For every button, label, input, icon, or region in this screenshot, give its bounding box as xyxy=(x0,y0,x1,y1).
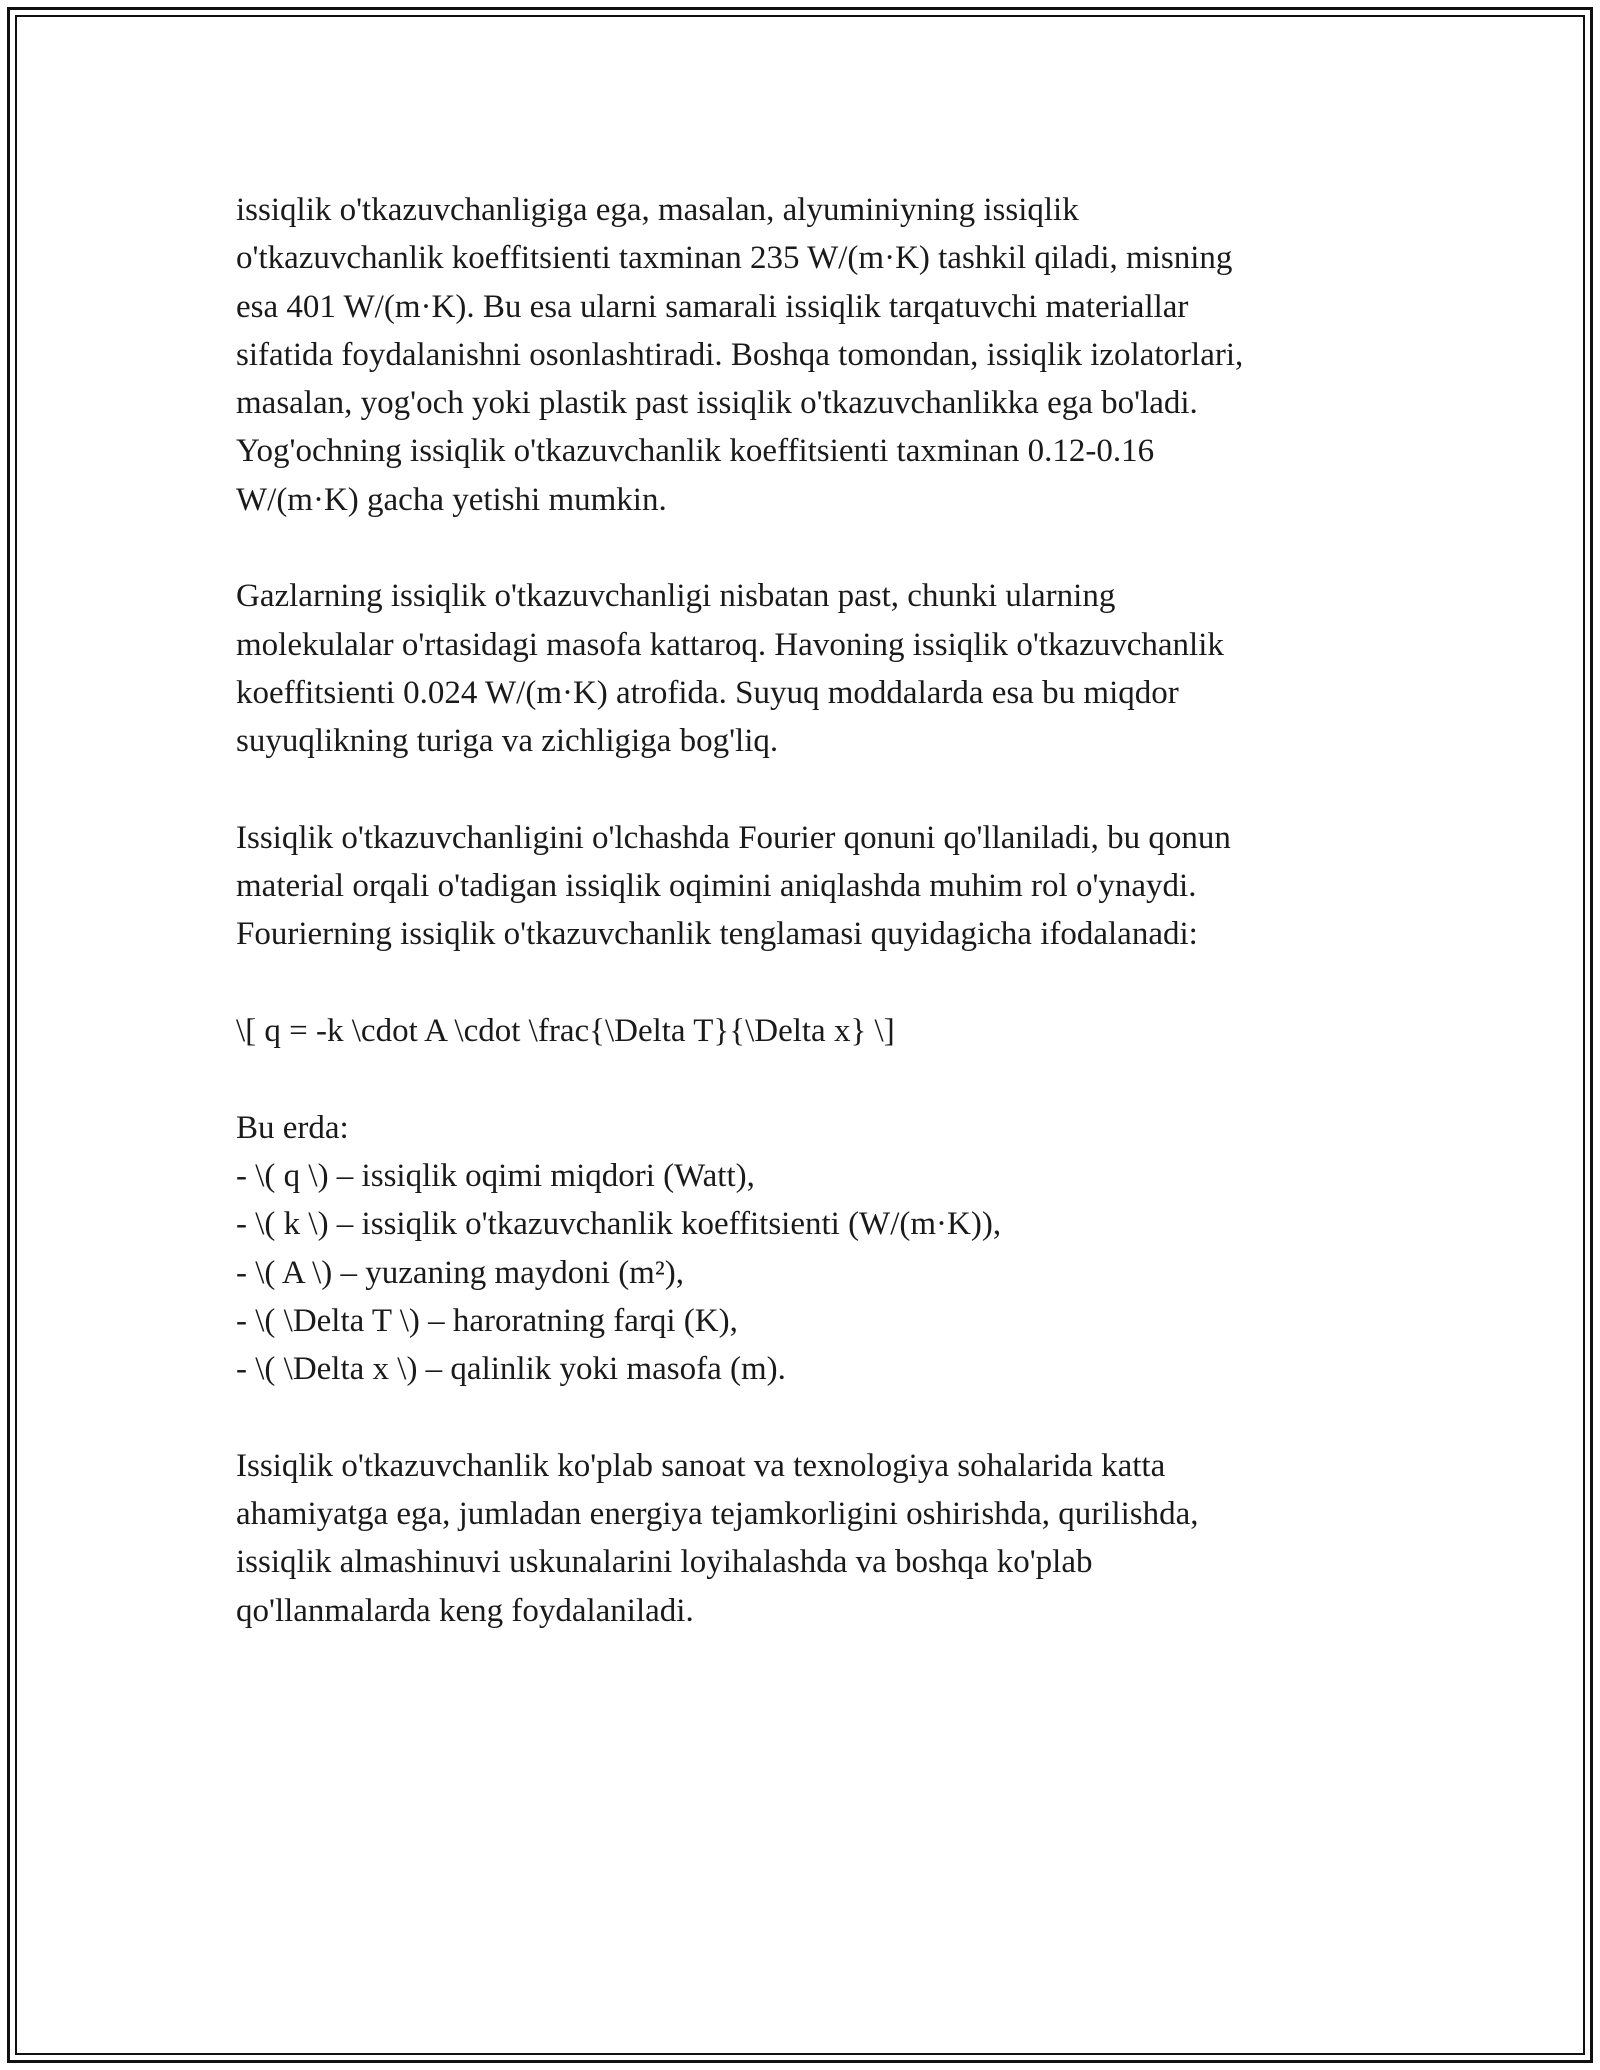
list-item: - \( A \) – yuzaning maydoni (m²), xyxy=(236,1254,684,1291)
paragraph-gases-liquids: Gazlarning issiqlik o'tkazuvchanligi nisbatan past, chunki ularning molekulalar o'rtasidagi masofa kattaroq. Havoning issiqlik o'tkazuvchanlik koeffitsienti 0.024 W/(m·K) atrofida. Suyuq moddalarda esa bu miqdor suyuqlikning turiga va zichligiga bog'liq. xyxy=(236,578,1224,760)
list-item: - \( k \) – issiqlik o'tkazuvchanlik koeffitsienti (W/(m·K)), xyxy=(236,1206,1002,1243)
variables-intro: Bu erda: xyxy=(236,1109,349,1146)
list-item: - \( \Delta T \) – haroratning farqi (K), xyxy=(236,1302,738,1339)
document-body xyxy=(236,186,1376,1683)
fourier-formula: \[ q = -k \cdot A \cdot \frac{\Delta T}{\Delta x} \] xyxy=(236,1013,895,1050)
paragraph-applications: Issiqlik o'tkazuvchanlik ko'plab sanoat va texnologiya sohalarida katta ahamiyatga ega, jumladan energiya tejamkorligini oshirishda, qurilishda, issiqlik almashinuvi uskunalarini loyihalashda va boshqa ko'plab qo'llanmalarda keng foydalaniladi. xyxy=(236,1447,1199,1629)
list-item: - \( q \) – issiqlik oqimi miqdori (Watt), xyxy=(236,1157,755,1194)
list-item: - \( \Delta x \) – qalinlik yoki masofa (m). xyxy=(236,1351,786,1388)
paragraph-thermal-conductivity-metals: issiqlik o'tkazuvchanligiga ega, masalan, alyuminiyning issiqlik o'tkazuvchanlik koeffitsienti taxminan 235 W/(m·K) tashkil qiladi, misning esa 401 W/(m·K). Bu esa ularni samarali issiqlik tarqatuvchi materiallar sifatida foydalanishni osonlashtiradi. Boshqa tomondan, issiqlik izolatorlari, masalan, yog'och yoki plastik past issiqlik o'tkazuvchanlikka ega bo'ladi. Yog'ochning issiqlik o'tkazuvchanlik koeffitsienti taxminan 0.12-0.16 W/(m·K) gacha yetishi mumkin. xyxy=(236,192,1244,518)
paragraph-fourier-law: Issiqlik o'tkazuvchanligini o'lchashda Fourier qonuni qo'llaniladi, bu qonun material orqali o'tadigan issiqlik oqimini aniqlashda muhim rol o'ynaydi. Fourierning issiqlik o'tkazuvchanlik tenglamasi quyidagicha ifodalanadi: xyxy=(236,819,1231,953)
variables-list xyxy=(236,1152,1376,1393)
